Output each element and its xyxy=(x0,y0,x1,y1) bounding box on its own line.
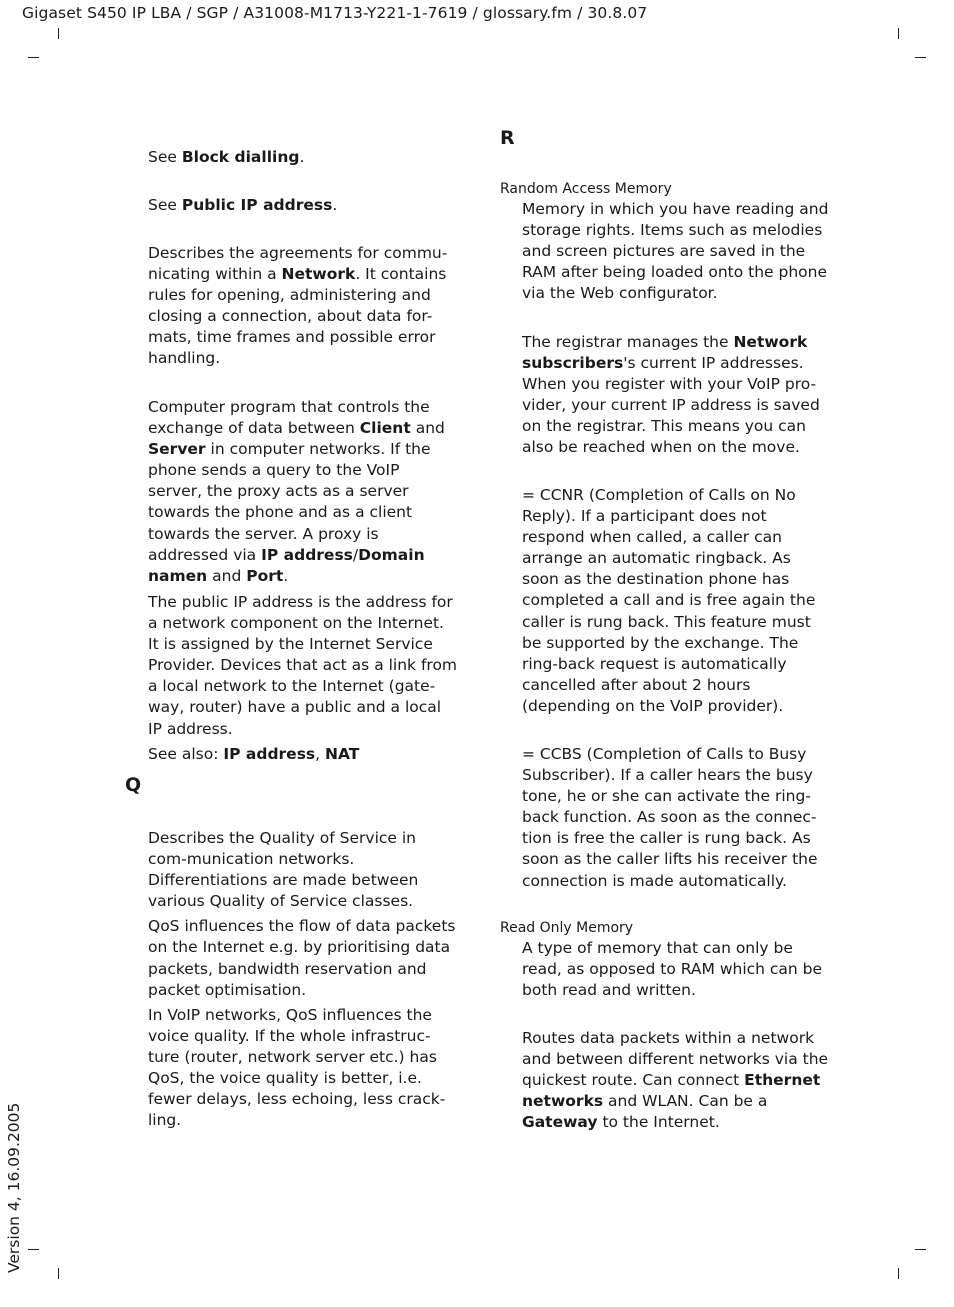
crossref-link[interactable]: IP address xyxy=(261,545,353,564)
glossary-entry: Routes data packets within a network and between different networks via the quickest route. Can connect Ethernet networks and WLAN. Can be a Gateway to the Internet. xyxy=(522,1029,829,1132)
crossref-link[interactable]: Block dialling xyxy=(181,148,300,166)
crossref-link[interactable]: IP address xyxy=(223,744,316,763)
crossref-link[interactable]: Server xyxy=(148,440,206,459)
crossref-link[interactable]: NAT xyxy=(325,744,360,763)
crossref-link[interactable]: Public IP address xyxy=(181,196,333,214)
version-note xyxy=(2,1100,26,1280)
crossref-link[interactable]: Network xyxy=(281,265,356,284)
term-label: Read Only Memory xyxy=(500,920,634,936)
crop-mark xyxy=(898,28,899,39)
glossary-entry: The public IP address is the address for a network component on the Internet. It is assigned by the Internet Service Provider. Devices that act as a link from a local network to the Internet (gate-way, router) have a public and a local IP address. See also: IP address, NAT xyxy=(148,593,458,763)
glossary-entry: See Public IP address. xyxy=(148,196,338,214)
glossary-entry: = CCBS (Completion of Calls to Busy Subscriber). If a caller hears the busy tone, he or she can activate the ring-back function. As soon as the connec-tion is free the caller is rung back. As soon as the caller lifts his receiver the connection is made automatically. xyxy=(522,745,818,890)
crossref-link[interactable]: Port xyxy=(246,566,284,585)
glossary-entry: Computer program that controls the exchange of data between Client and Server in computer networks. If the phone sends a query to the VoIP server, the proxy acts as a server towards the phone and as a client towards the server. A proxy is addressed via IP address/Domain namen and Port. xyxy=(148,398,445,585)
glossary-entry: = CCNR (Completion of Calls on No Reply). If a participant does not respond when called, a caller can arrange an automatic ringback. As soon as the destination phone has completed a call and is free again the caller is rung back. This feature must be supported by the exchange. The ring-back request is automatically cancelled after about 2 hours (depending on the VoIP provider). xyxy=(522,486,816,715)
crop-mark xyxy=(915,57,926,58)
section-letter: Q xyxy=(125,774,142,796)
section-letter: R xyxy=(500,127,515,149)
crop-mark xyxy=(28,1249,39,1250)
crossref-link[interactable]: Ethernet networks xyxy=(522,1071,821,1111)
crop-mark xyxy=(898,1268,899,1279)
crossref-link[interactable]: Client xyxy=(359,419,411,438)
crossref-link[interactable]: Network subscribers xyxy=(522,333,808,373)
page-header: Gigaset S450 IP LBA / SGP / A31008-M1713-Y221-1-7619 / glossary.fm / 30.8.07 xyxy=(22,4,648,22)
term-label: Random Access Memory xyxy=(500,181,672,197)
glossary-entry: See Block dialling. xyxy=(148,148,305,166)
crop-mark xyxy=(915,1249,926,1250)
crossref-link[interactable]: Gateway xyxy=(522,1113,598,1132)
glossary-entry: A type of memory that can only be read, as opposed to RAM which can be both read and written. xyxy=(522,939,823,1000)
glossary-entry: Memory in which you have reading and storage rights. Items such as melodies and screen pictures are saved in the RAM after being loaded onto the phone via the Web configurator. xyxy=(522,200,829,303)
glossary-entry: Describes the agreements for commu-nicating within a Network. It contains rules for opening, administering and closing a connection, about data for-mats, time frames and possible error handling. xyxy=(148,244,448,368)
crop-mark xyxy=(58,1268,59,1279)
glossary-entry: Describes the Quality of Service in com-munication networks. Differentiations are made between various Quality of Service classes. QoS influences the flow of data packets on the Internet e.g. by prioritising data packets, bandwidth reservation and packet optimisation. In VoIP networks, QoS influences the voice quality. If the whole infrastruc-ture (router, network server etc.) has QoS, the voice quality is better, i.e. fewer delays, less echoing, less crack-ling. xyxy=(148,829,456,1130)
crossref-link[interactable]: Domain namen xyxy=(148,545,425,585)
crop-mark xyxy=(28,57,39,58)
crop-mark xyxy=(58,28,59,39)
version-text: Version 4, 16.09.2005 xyxy=(5,1102,23,1273)
glossary-entry: The registrar manages the Network subscribers's current IP addresses. When you register with your VoIP pro-vider, your current IP address is saved on the registrar. This means you can also be reached when on the move. xyxy=(522,333,820,457)
